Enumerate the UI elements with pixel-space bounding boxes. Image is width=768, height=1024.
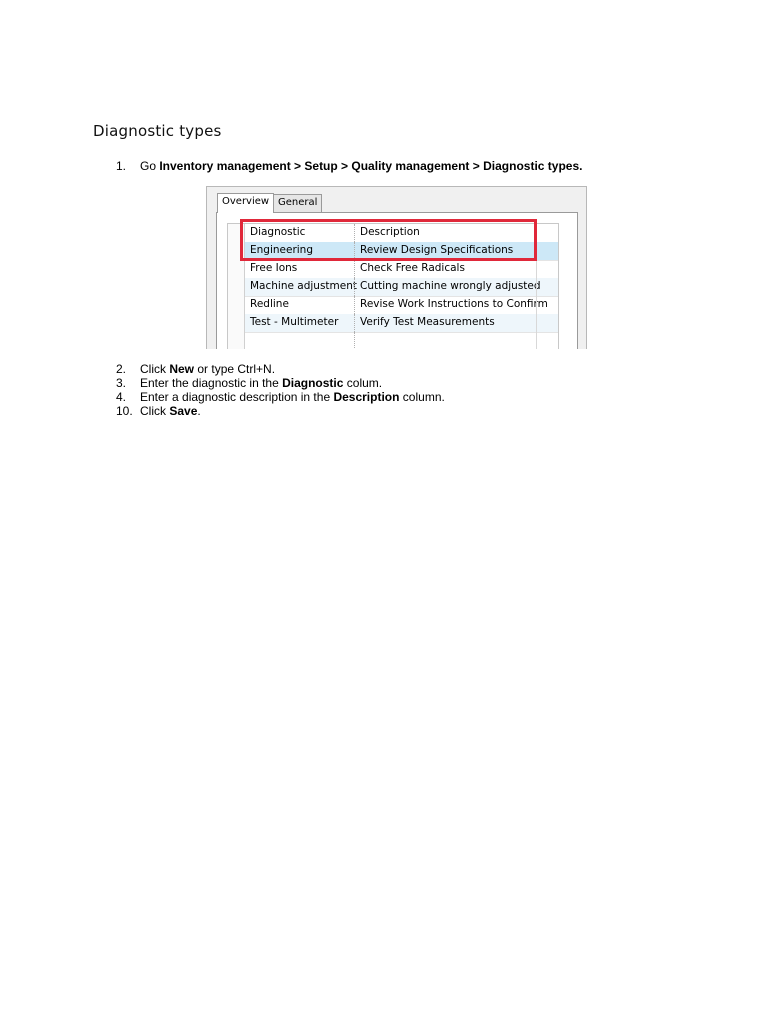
cell-diagnostic[interactable]: Redline: [250, 298, 289, 310]
table-row-empty[interactable]: [228, 332, 558, 349]
step-number: 1.: [116, 159, 127, 173]
cell-description[interactable]: Revise Work Instructions to Confirm: [360, 298, 548, 310]
step-number: 4.: [116, 390, 127, 404]
cell-diagnostic[interactable]: Machine adjustment: [250, 280, 358, 292]
step-number: 2.: [116, 362, 127, 376]
table-row[interactable]: [228, 296, 558, 315]
page-heading: Diagnostic types: [93, 122, 222, 140]
diagnostic-column-name: Diagnostic: [282, 376, 344, 390]
description-column-name: Description: [333, 390, 400, 404]
tab-overview[interactable]: Overview: [217, 193, 274, 213]
cell-description[interactable]: Review Design Specifications: [360, 244, 514, 256]
table-row[interactable]: [228, 260, 558, 279]
save-command: Save: [169, 404, 198, 418]
cell-diagnostic[interactable]: Test - Multimeter: [250, 316, 339, 328]
cell-description[interactable]: Cutting machine wrongly adjusted: [360, 280, 541, 292]
diagnostic-types-screenshot: [206, 186, 587, 349]
cell-diagnostic[interactable]: Free Ions: [250, 262, 298, 274]
step-number: 3.: [116, 376, 127, 390]
step-number: 10.: [116, 404, 133, 418]
cell-description[interactable]: Check Free Radicals: [360, 262, 465, 274]
menu-path: Inventory management > Setup > Quality management > Diagnostic types.: [159, 159, 583, 173]
table-row[interactable]: [228, 314, 558, 333]
column-header-description[interactable]: Description: [360, 226, 420, 238]
tab-general[interactable]: General: [273, 194, 322, 212]
cell-description[interactable]: Verify Test Measurements: [360, 316, 495, 328]
step-text: Go: [140, 159, 160, 173]
table-row[interactable]: [228, 278, 558, 297]
column-header-diagnostic[interactable]: Diagnostic: [250, 226, 306, 238]
cell-diagnostic[interactable]: Engineering: [250, 244, 313, 256]
new-command: New: [169, 362, 195, 376]
highlight-box: [240, 219, 537, 261]
